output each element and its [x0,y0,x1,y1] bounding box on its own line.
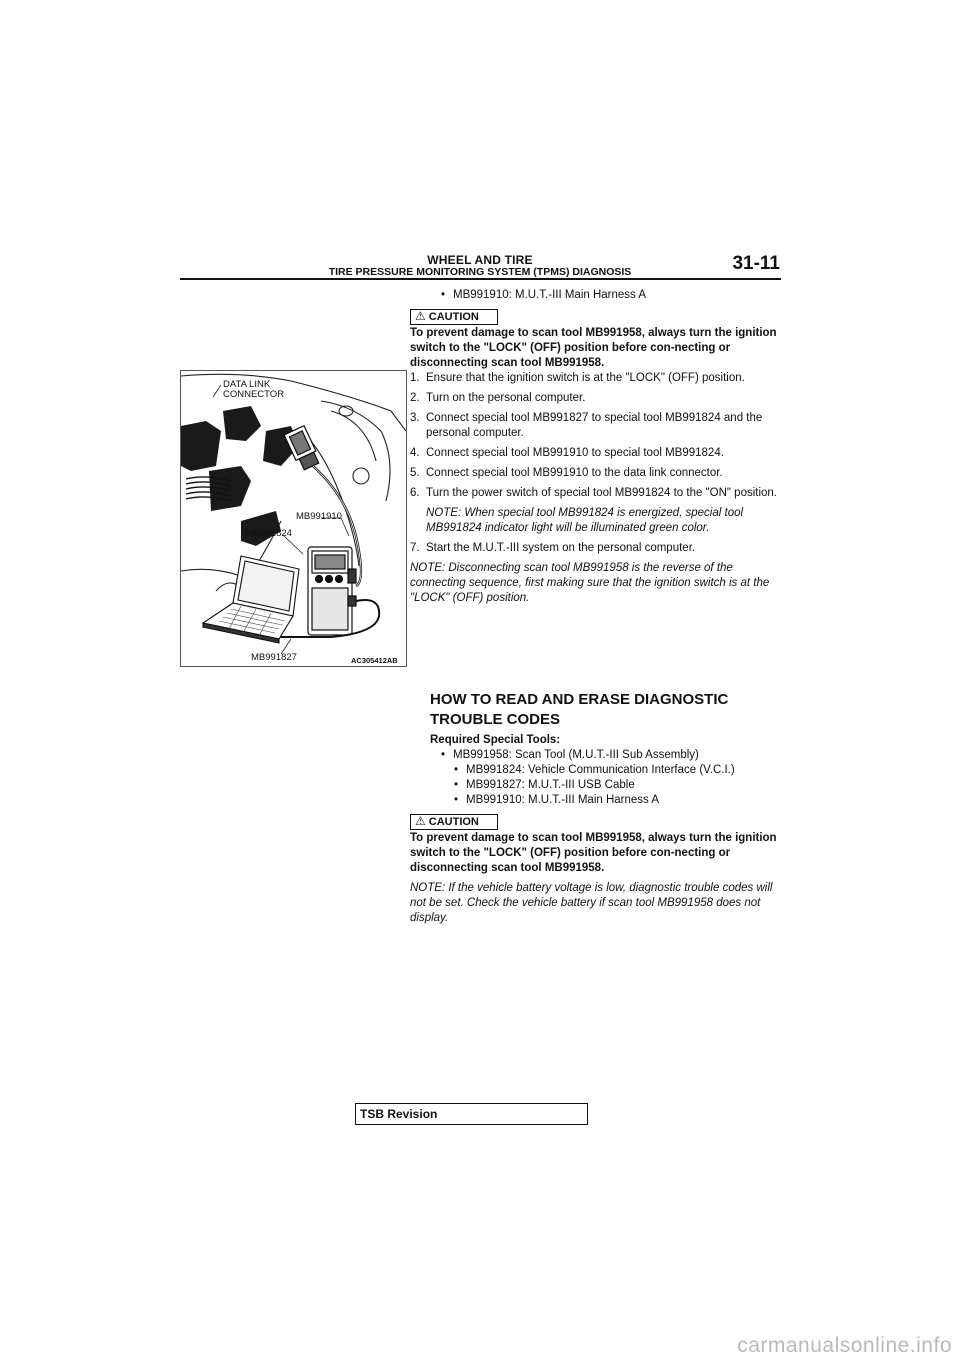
step-text: Connect special tool MB991910 to special tool MB991824. [426,447,724,459]
list-item [410,411,782,441]
tool-text: MB991824: Vehicle Communication Interface (V.C.I.) [466,764,735,776]
page-number: 31-11 [732,253,780,274]
list-item [410,541,782,556]
connection-illustration [181,371,406,666]
step-number: 7. [410,542,420,554]
list-item [410,466,782,481]
step-number: 6. [410,487,420,499]
list-item [410,371,782,386]
step-text: Turn on the personal computer. [426,392,586,404]
header-rule [180,278,781,280]
figure-code: AC305412AB [351,656,398,665]
label-mb991827: MB991827 [251,652,297,663]
tsb-revision-label: TSB Revision [360,1107,438,1121]
caution-text: To prevent damage to scan tool MB991958, always turn the ignition switch to the "LOCK" (OFF) position before con-necting or disconnecting scan tool MB991958. [410,832,777,874]
note-text: NOTE: Disconnecting scan tool MB991958 is the reverse of the connecting sequence, first making sure that the ignition switch is at the "LOCK" (OFF) position. [410,562,770,604]
required-tools-label: Required Special Tools: [430,734,561,746]
list-item [410,486,782,536]
step-number: 1. [410,372,420,384]
caution-label: CAUTION [428,311,479,323]
step-text: Turn the power switch of special tool MB991824 to the "ON" position. [426,487,778,499]
step-number: 5. [410,467,420,479]
warning-triangle-icon: ⚠ [415,814,426,828]
step-note: NOTE: When special tool MB991824 is energized, special tool MB991824 indicator light will be illuminated green color. [426,507,744,534]
steps-list [410,371,782,556]
connection-diagram [180,370,407,667]
caution-text: To prevent damage to scan tool MB991958, always turn the ignition switch to the "LOCK" (OFF) position before con-necting or disconnecting scan tool MB991958. [410,327,777,369]
list-item [410,763,782,778]
heading-line-1: HOW TO READ AND ERASE DIAGNOSTIC [430,691,729,708]
label-data-link-connector-1: DATA LINK [223,379,271,390]
tool-text: MB991827: M.U.T.-III USB Cable [466,779,635,791]
step-text: Ensure that the ignition switch is at the "LOCK" (OFF) position. [426,372,745,384]
step-text: Start the M.U.T.-III system on the personal computer. [426,542,696,554]
warning-triangle-icon: ⚠ [415,309,426,323]
caution-badge [410,814,498,830]
list-item [410,391,782,406]
section-read-erase [410,733,782,926]
tool-text: MB991958: Scan Tool (M.U.T.-III Sub Assembly) [453,749,699,761]
caution-badge [410,309,498,325]
section-heading [430,690,782,730]
step-text: Connect special tool MB991827 to special tool MB991824 and the personal computer. [426,412,763,439]
tsb-revision-box [355,1103,588,1125]
list-item [410,793,782,808]
tool-text: MB991910: M.U.T.-III Main Harness A [466,794,660,806]
list-item [410,288,782,303]
label-data-link-connector-2: CONNECTOR [223,389,285,400]
section-connect-procedure [410,288,782,606]
section-title: WHEEL AND TIRE [427,253,533,267]
step-number: 4. [410,447,420,459]
list-item [410,778,782,793]
step-text: Connect special tool MB991910 to the data link connector. [426,467,723,479]
step-number: 3. [410,412,420,424]
caution-label: CAUTION [428,816,479,828]
list-item [410,446,782,461]
label-mb991910: MB991910 [296,511,342,522]
note-text: NOTE: If the vehicle battery voltage is low, diagnostic trouble codes will not be set. Check the vehicle battery if scan tool MB991958 does not display. [410,882,773,924]
label-mb991824: MB991824 [246,528,292,539]
subsection-title: TIRE PRESSURE MONITORING SYSTEM (TPMS) DIAGNOSIS [328,266,632,278]
list-item [410,748,782,763]
step-number: 2. [410,392,420,404]
watermark: carmanualsonline.info [737,1334,952,1357]
heading-line-2: TROUBLE CODES [430,711,561,728]
bullet-text: MB991910: M.U.T.-III Main Harness A [453,289,647,301]
